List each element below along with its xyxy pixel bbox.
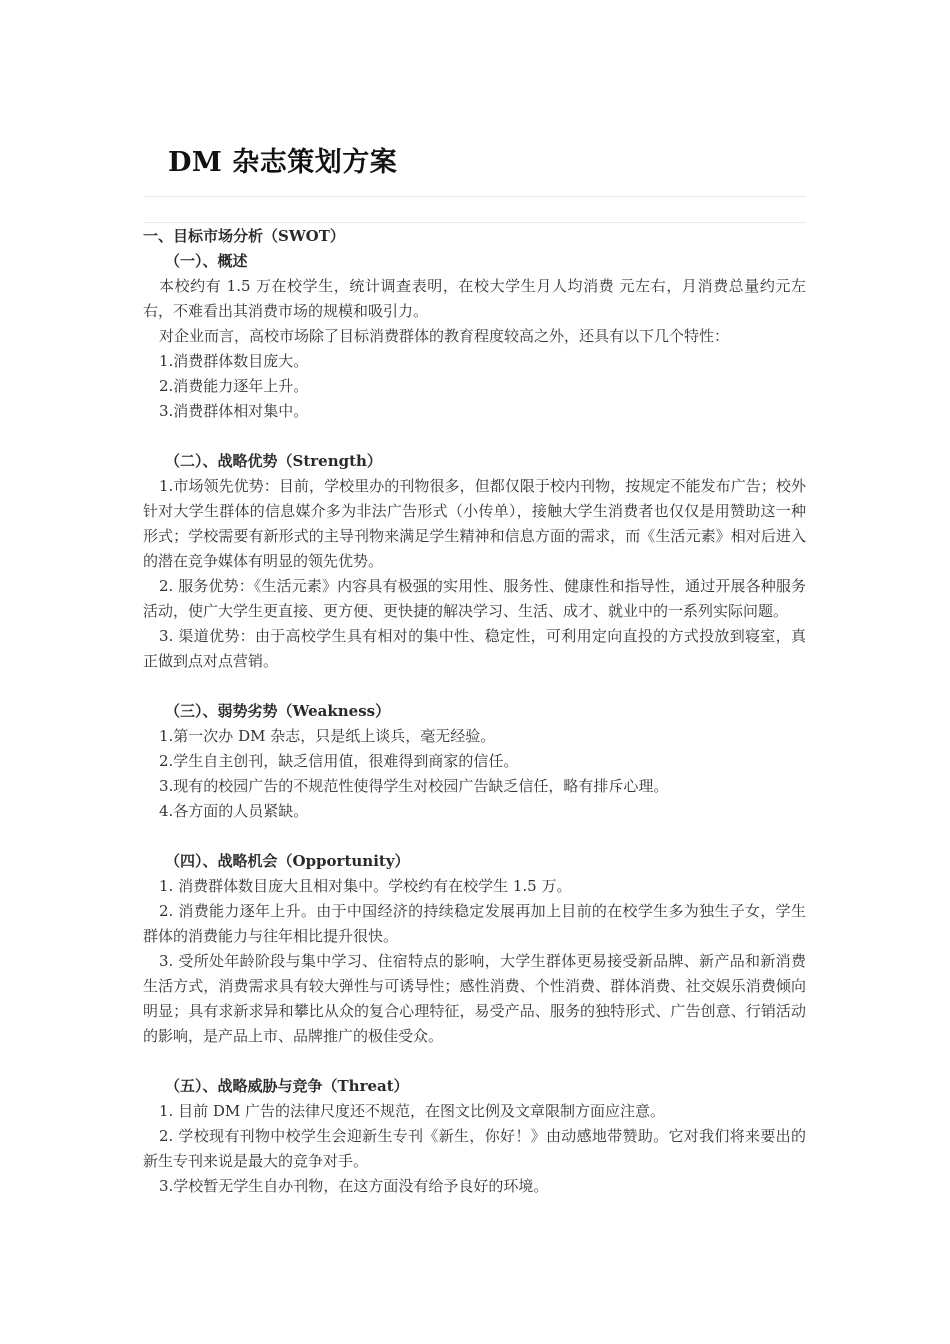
subsection-heading: （二）、战略优势（Strength） (165, 452, 382, 470)
page-title: DM 杂志策划方案 (168, 147, 398, 178)
divider (143, 196, 806, 197)
paragraph: 3. 渠道优势：由于高校学生具有相对的集中性、稳定性，可利用定向直投的方式投放到寝室，真正做到点对点营销。 (143, 627, 806, 670)
list-item: 3.消费群体相对集中。 (159, 402, 309, 420)
paragraph: 2. 学校现有刊物中校学生会迎新生专刊《新生，你好！》由动感地带赞助。它对我们将来要出的新生专刊来说是最大的竞争对手。 (143, 1127, 806, 1170)
list-item: 3.现有的校园广告的不规范性使得学生对校园广告缺乏信任，略有排斥心理。 (159, 777, 669, 795)
list-item: 4.各方面的人员紧缺。 (159, 802, 309, 820)
spacer (143, 824, 806, 849)
paragraph: 1. 消费群体数目庞大且相对集中。学校约有在校学生 1.5 万。 (159, 877, 572, 895)
paragraph: 1.市场领先优势：目前，学校里办的刊物很多，但都仅限于校内刊物，按规定不能发布广告；校外针对大学生群体的信息媒介多为非法广告形式（小传单），接触大学生消费者也仅仅是用赞助这一种形式；学校需要有新形式的主导刊物来满足学生精神和信息方面的需求，而《生活元素》相对后进入的潜在竞争媒体有明显的领先优势。 (143, 477, 806, 570)
section-heading: 一、目标市场分析（SWOT） (143, 227, 345, 245)
list-item: 1.消费群体数目庞大。 (159, 352, 309, 370)
document-body (143, 224, 806, 1199)
subsection-heading: （四）、战略机会（Opportunity） (165, 852, 410, 870)
paragraph: 3. 受所处年龄阶段与集中学习、住宿特点的影响，大学生群体更易接受新品牌、新产品和新消费生活方式，消费需求具有较大弹性与可诱导性；感性消费、个性消费、群体消费、社交娱乐消费倾向明显；具有求新求异和攀比从众的复合心理特征，易受产品、服务的独特形式、广告创意、行销活动的影响，是产品上市、品牌推广的极佳受众。 (143, 952, 806, 1045)
spacer (143, 1049, 806, 1074)
divider (143, 222, 806, 223)
spacer (143, 424, 806, 449)
list-item: 1.第一次办 DM 杂志，只是纸上谈兵，毫无经验。 (159, 727, 496, 745)
paragraph: 1. 目前 DM 广告的法律尺度还不规范，在图文比例及文章限制方面应注意。 (159, 1102, 666, 1120)
subsection-heading: （三）、弱势劣势（Weakness） (165, 702, 391, 720)
list-item: 2.学生自主创刊，缺乏信用值，很难得到商家的信任。 (159, 752, 519, 770)
paragraph: 2. 服务优势：《生活元素》内容具有极强的实用性、服务性、健康性和指导性，通过开展各种服务活动，使广大学生更直接、更方便、更快捷的解决学习、生活、成才、就业中的一系列实际问题。 (143, 577, 806, 620)
subsection-heading: （五）、战略威胁与竞争（Threat） (165, 1077, 409, 1095)
paragraph: 对企业而言，高校市场除了目标消费群体的教育程度较高之外，还具有以下几个特性： (159, 327, 730, 345)
list-item: 2.消费能力逐年上升。 (159, 377, 309, 395)
paragraph: 2. 消费能力逐年上升。由于中国经济的持续稳定发展再加上目前的在校学生多为独生子女，学生群体的消费能力与往年相比提升很快。 (143, 902, 806, 945)
subsection-heading: （一）、概述 (165, 252, 248, 270)
paragraph: 本校约有 1.5 万在校学生，统计调查表明，在校大学生月人均消费 元左右，月消费总量约元左右，不难看出其消费市场的规模和吸引力。 (143, 277, 806, 320)
paragraph: 3.学校暂无学生自办刊物，在这方面没有给予良好的环境。 (159, 1177, 549, 1195)
spacer (143, 674, 806, 699)
